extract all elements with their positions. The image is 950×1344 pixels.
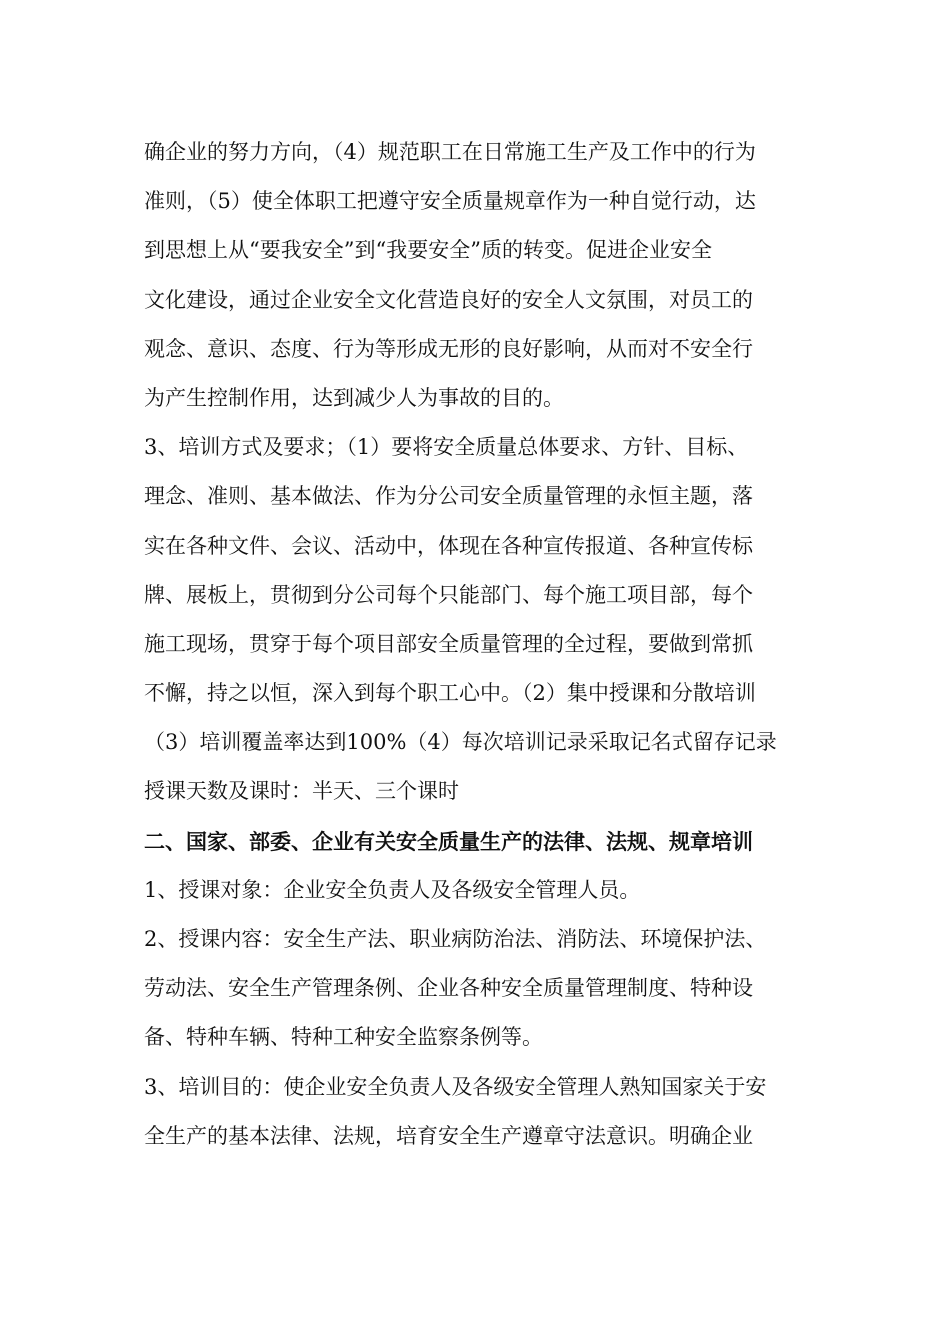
text-line: 确企业的努力方向，（4）规范职工在日常施工生产及工作中的行为: [144, 140, 756, 164]
text-line: 1、授课对象：企业安全负责人及各级安全管理人员。: [144, 877, 641, 902]
text-line: 理念、准则、基本做法、作为分公司安全质量管理的永恒主题，落: [144, 484, 753, 509]
text-line: （3）培训覆盖率达到100%（4）每次培训记录采取记名式留存记录: [144, 730, 777, 755]
text-line: 3、培训方式及要求；（1）要将安全质量总体要求、方针、目标、: [144, 435, 749, 460]
text-line: 牌、展板上，贯彻到分公司每个只能部门、每个施工项目部，每个: [144, 582, 753, 607]
text-line: 为产生控制作用，达到减少人为事故的目的。: [144, 385, 564, 410]
text-line: 准则，（5）使全体职工把遵守安全质量规章作为一种自觉行动，达: [144, 189, 756, 214]
text-line: 备、特种车辆、特种工种安全监察条例等。: [144, 1025, 543, 1050]
text-line: 不懈，持之以恒，深入到每个职工心中。（2）集中授课和分散培训: [144, 681, 756, 706]
text-line: 2、授课内容：安全生产法、职业病防治法、消防法、环境保护法、: [144, 927, 767, 951]
section-heading: 二、国家、部委、企业有关安全质量生产的法律、法规、规章培训: [144, 828, 753, 854]
text-line: 观念、意识、态度、行为等形成无形的良好影响，从而对不安全行: [144, 336, 753, 361]
text-line: 到思想上从“要我安全”到“我要安全”质的转变。促进企业安全: [144, 238, 712, 263]
text-line: 授课天数及课时：半天、三个课时: [144, 779, 459, 804]
text-line: 文化建设，通过企业安全文化营造良好的安全人文氛围，对员工的: [144, 287, 753, 312]
text-line: 施工现场，贯穿于每个项目部安全质量管理的全过程，要做到常抓: [144, 631, 753, 656]
text-line: 劳动法、安全生产管理条例、企业各种安全质量管理制度、特种设: [144, 976, 753, 1001]
text-line: 全生产的基本法律、法规，培育安全生产遵章守法意识。明确企业: [144, 1123, 753, 1148]
text-line: 实在各种文件、会议、活动中，体现在各种宣传报道、各种宣传标: [144, 533, 753, 558]
text-line: 3、培训目的：使企业安全负责人及各级安全管理人熟知国家关于安: [144, 1074, 767, 1099]
document-body: [144, 128, 814, 1161]
